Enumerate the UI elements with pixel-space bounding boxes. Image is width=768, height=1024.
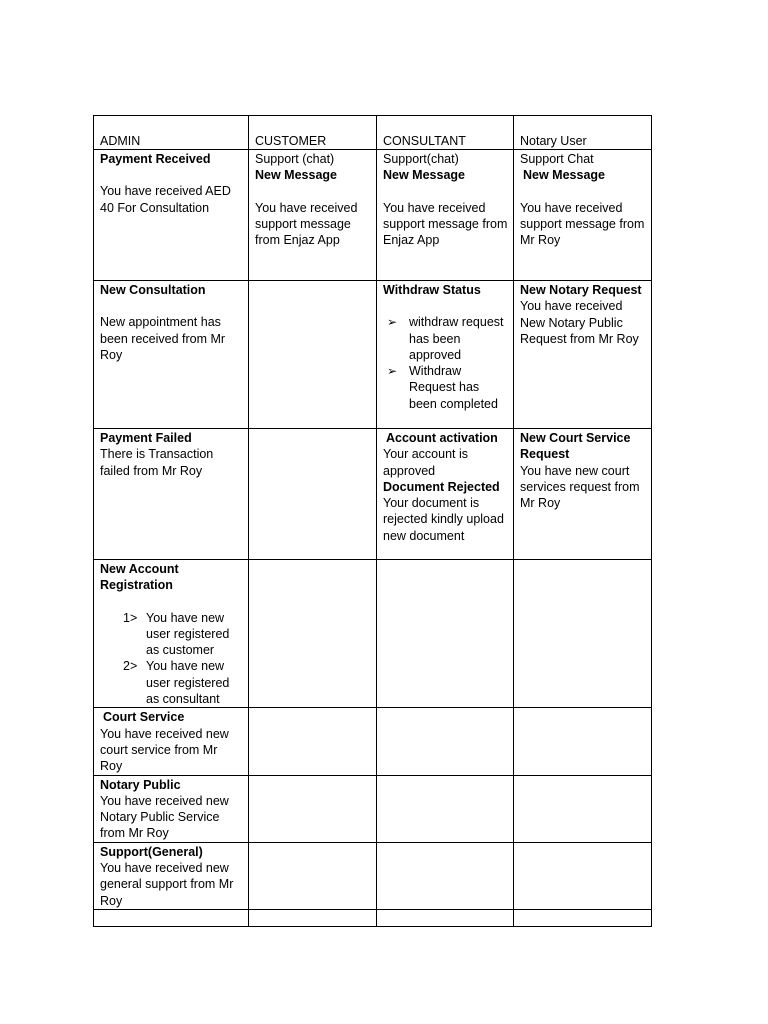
cell-title: Notary Public <box>100 777 181 792</box>
cell-consultant <box>377 429 514 560</box>
cell-text: You have received AED 40 For Consultation <box>100 184 231 215</box>
bullet-list <box>383 314 508 412</box>
header-customer <box>249 116 377 150</box>
list-item-text: withdraw request has been approved <box>409 315 504 362</box>
cell-notary <box>514 708 652 775</box>
cell-consultant <box>377 150 514 281</box>
cell-admin <box>94 281 249 429</box>
cell-admin <box>94 560 249 708</box>
cell-title: Withdraw Status <box>383 283 481 297</box>
cell-title: New Consultation <box>100 283 206 297</box>
cell-title: Support(General) <box>100 844 203 859</box>
cell-text: You have new court services request from Mr Roy <box>520 463 640 511</box>
list-marker: 1> <box>123 610 138 625</box>
cell-admin <box>94 150 249 281</box>
cell-consultant <box>377 842 514 909</box>
cell-admin <box>94 775 249 842</box>
cell-customer <box>249 281 377 429</box>
cell-notary <box>514 775 652 842</box>
cell-notary <box>514 150 652 281</box>
cell-subtitle: Support Chat <box>520 152 594 166</box>
cell-customer <box>249 842 377 909</box>
header-notary <box>514 116 652 150</box>
cell-title: Account activation <box>386 431 498 445</box>
table-row <box>94 708 652 775</box>
cell-notary <box>514 429 652 560</box>
cell-text: Your account is approved <box>383 447 469 478</box>
cell-admin <box>94 708 249 775</box>
cell-customer <box>249 909 377 926</box>
numbered-list <box>100 610 243 708</box>
cell-consultant <box>377 281 514 429</box>
cell-admin <box>94 842 249 909</box>
list-marker: 2> <box>123 659 138 674</box>
table-row <box>94 775 652 842</box>
cell-text: There is Transaction failed from Mr Roy <box>100 447 214 478</box>
cell-notary <box>514 842 652 909</box>
cell-text: You have received new court service from Mr Roy <box>100 726 229 774</box>
cell-title: Document Rejected <box>383 479 500 494</box>
cell-customer <box>249 775 377 842</box>
table-row <box>94 281 652 429</box>
cell-text: You have received new general support from Mr Roy <box>100 861 234 908</box>
header-customer-label: CUSTOMER <box>255 133 327 148</box>
list-item <box>123 610 243 659</box>
header-admin <box>94 116 249 150</box>
cell-title: New Court Service Request <box>520 431 631 462</box>
cell-subtitle: Support(chat) <box>383 152 459 166</box>
cell-text: You have received support message from Enjaz App <box>255 200 358 248</box>
table-row <box>94 560 652 708</box>
cell-customer <box>249 429 377 560</box>
header-consultant-label: CONSULTANT <box>383 133 466 148</box>
cell-subtitle: Support (chat) <box>255 152 335 166</box>
cell-admin <box>94 429 249 560</box>
list-item-text: You have new user registered as consultant <box>146 659 230 707</box>
list-item <box>123 658 243 707</box>
cell-customer <box>249 708 377 775</box>
list-item-text: Withdraw Request has been completed <box>409 364 498 411</box>
cell-text: Your document is rejected kindly upload new document <box>383 496 504 543</box>
list-item-text: You have new user registered as customer <box>146 610 230 658</box>
cell-notary <box>514 281 652 429</box>
cell-title: Payment Failed <box>100 431 192 445</box>
cell-consultant <box>377 708 514 775</box>
notification-table <box>93 115 652 927</box>
cell-title: New Message <box>383 168 465 183</box>
cell-text: New appointment has been received from Mr Roy <box>100 315 226 362</box>
cell-text: You have received new Notary Public Service from Mr Roy <box>100 793 229 841</box>
table-row-empty <box>94 909 652 926</box>
cell-notary <box>514 909 652 926</box>
header-row <box>94 116 652 150</box>
table-row <box>94 429 652 560</box>
cell-customer <box>249 560 377 708</box>
cell-title: New Message <box>523 168 605 183</box>
cell-title: Payment Received <box>100 152 211 166</box>
list-item <box>383 363 508 412</box>
table-row <box>94 842 652 909</box>
arrowhead-bullet-icon: ➢ <box>387 315 398 330</box>
cell-text: You have received support message from Mr Roy <box>520 200 645 248</box>
cell-customer <box>249 150 377 281</box>
header-consultant <box>377 116 514 150</box>
cell-consultant <box>377 775 514 842</box>
cell-title: Court Service <box>103 710 185 725</box>
cell-title: New Notary Request <box>520 283 642 297</box>
cell-text: You have received support message from Enjaz App <box>383 200 508 248</box>
header-notary-label: Notary User <box>520 133 587 148</box>
cell-consultant <box>377 560 514 708</box>
cell-text: You have received New Notary Public Request from Mr Roy <box>520 299 639 346</box>
list-item <box>383 314 508 363</box>
arrowhead-bullet-icon: ➢ <box>387 364 398 379</box>
header-admin-label: ADMIN <box>100 133 141 148</box>
cell-title: New Message <box>255 168 337 183</box>
cell-consultant <box>377 909 514 926</box>
cell-title: New Account Registration <box>100 562 179 593</box>
cell-admin <box>94 909 249 926</box>
cell-notary <box>514 560 652 708</box>
table-row <box>94 150 652 281</box>
